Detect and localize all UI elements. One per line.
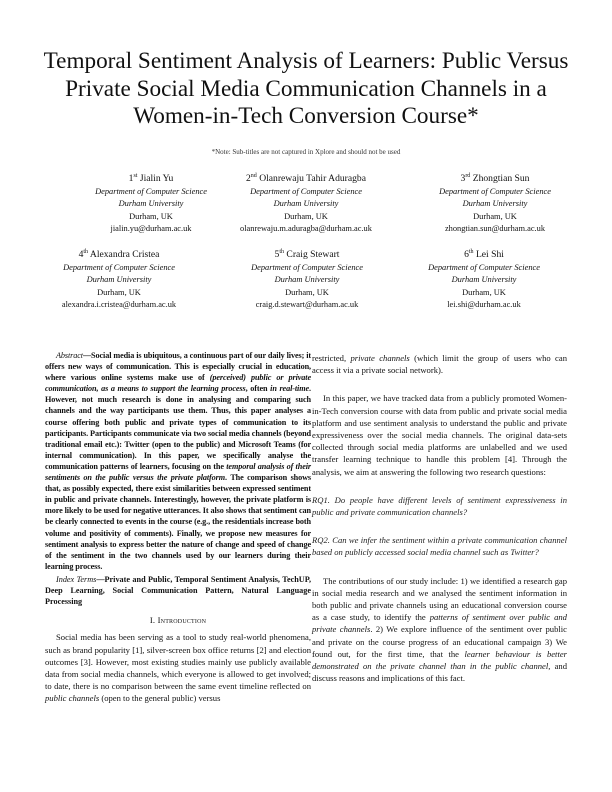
author-university: Durham University bbox=[118, 199, 184, 209]
author-block-6 bbox=[389, 248, 579, 311]
author-email: jialin.yu@durham.ac.uk bbox=[110, 223, 192, 233]
author-name: 3rd Zhongtian Sun bbox=[460, 173, 530, 184]
index-terms-label: Index Terms bbox=[56, 574, 97, 584]
paper-title: Temporal Sentiment Analysis of Learners: Public Versus Private Social Media Communication Channels in a Women-in-Tech Conversion Course* bbox=[43, 48, 569, 129]
author-block-3 bbox=[400, 172, 590, 235]
author-department: Department of Computer Science bbox=[95, 187, 207, 196]
author-name: 4th Alexandra Cristea bbox=[78, 249, 160, 260]
abstract: Abstract—Social media is ubiquitous, a continuous part of our daily lives; it offers new ways of communication. This is especially crucial in education, where various online systems make use of (perceived) public or private communication, as a means to support the learning process, often in real-time. However, not much research is done in analysing and comparing such channels and the way participants use them. Thus, this paper analyses a course offering both public and private types of communication to its participants. Participants communicate via two social media channels (beyond traditional email etc.): Twitter (open to the public) and Microsoft Teams (for internal communication). In this paper, we specifically analyse the communication patterns of learners, focusing on the temporal analysis of their sentiments on the public versus the private platform. The comparison shows that, as possibly expected, there exist similarities between expressed sentiment in public and private channels. Interestingly, however, the private platform is more likely to be used for negative utterances. It also shows that sentiment can be clearly connected to events in the course (e.g., the residentials increase both volume and positivity of comments). Finally, we propose new measures for sentiment analysis to express better the nature of change and speed of change of the sentiment in the two channels used by our learners during their learning process. bbox=[45, 351, 312, 571]
research-question-1: RQ1. Do people have different levels of sentiment expressiveness in public and private communication channels? bbox=[312, 494, 567, 518]
author-university: Durham University bbox=[462, 199, 528, 209]
author-name: 1st Jialin Yu bbox=[128, 173, 174, 184]
author-university: Durham University bbox=[451, 275, 517, 285]
title-note: *Note: Sub-titles are not captured in Xplore and should not be used bbox=[211, 148, 401, 156]
author-name: 5th Craig Stewart bbox=[274, 249, 340, 260]
intro-paragraph-3: The contributions of our study include: 1) we identified a research gap in social media research and we analysed the sentiment information in both public and private channels using an educational conversion course as a case study, to identify the patterns of sentiment over public and private channels. 2) We explore influence of the sentiment over public and private on the course progress of an educational campaign 3) We found out, for the first time, that the learner behaviour is better demonstrated on the private channel than in the public channel, and discuss reasons and implications of this fact. bbox=[312, 575, 567, 684]
author-email: alexandra.i.cristea@durham.ac.uk bbox=[61, 299, 177, 309]
author-block-4 bbox=[24, 248, 214, 311]
section-heading-introduction: I. Introduction bbox=[149, 615, 207, 626]
author-location: Durham, UK bbox=[129, 211, 173, 221]
author-location: Durham, UK bbox=[285, 287, 329, 297]
author-location: Durham, UK bbox=[462, 287, 506, 297]
abstract-label: Abstract bbox=[56, 351, 83, 360]
author-department: Department of Computer Science bbox=[251, 263, 363, 272]
research-question-2: RQ2. Can we infer the sentiment within a private communication channel based on publicly accessed social media channel such as Twitter? bbox=[312, 535, 567, 558]
author-location: Durham, UK bbox=[473, 211, 517, 221]
author-email: zhongtian.sun@durham.ac.uk bbox=[444, 223, 546, 233]
author-department: Department of Computer Science bbox=[250, 187, 362, 196]
author-block-2 bbox=[211, 172, 401, 235]
author-email: craig.d.stewart@durham.ac.uk bbox=[255, 299, 359, 309]
index-terms: Index Terms—Private and Public, Temporal Sentiment Analysis, TechUP, Deep Learning, Social Communication Pattern, Natural Language Processing bbox=[45, 574, 312, 607]
author-email: olanrewaju.m.aduragba@durham.ac.uk bbox=[240, 223, 372, 233]
right-column bbox=[312, 352, 567, 684]
intro-paragraph-1-continued: restricted, private channels (which limit the group of users who can access it via a private social network). bbox=[312, 353, 567, 376]
intro-paragraph-1: Social media has been serving as a tool to study real-world phenomena, such as brand popularity [1], silver-screen box office returns [2] and election outcomes [3]. However, most existing studies mainly use publicly available data from social media channels, which everyone is allowed to get involved; to date, there is no comparison between the same event timeline reflected on public channels (open to the general public) versus bbox=[45, 632, 311, 704]
author-email: lei.shi@durham.ac.uk bbox=[447, 299, 521, 309]
left-column bbox=[45, 350, 311, 705]
author-name: 2nd Olanrewaju Tahir Aduragba bbox=[246, 173, 366, 184]
author-department: Department of Computer Science bbox=[63, 263, 175, 272]
author-department: Department of Computer Science bbox=[428, 263, 540, 272]
author-university: Durham University bbox=[273, 199, 339, 209]
author-university: Durham University bbox=[86, 275, 152, 285]
author-university: Durham University bbox=[274, 275, 340, 285]
intro-paragraph-2: In this paper, we have tracked data from a publicly promoted Women-in-Tech conversion course with data from public and private social media platform and use sentiment analysis to understand the public and private expressiveness over the social media channels. The original data-sets collected through social media platforms are unlabelled and we used transfer learning technique to handle this problem [4]. Through the analysis, we aim at answering the following two research questions: bbox=[312, 393, 567, 477]
author-name: 6th Lei Shi bbox=[464, 249, 504, 260]
author-block-5 bbox=[212, 248, 402, 311]
author-location: Durham, UK bbox=[284, 211, 328, 221]
author-location: Durham, UK bbox=[97, 287, 141, 297]
author-department: Department of Computer Science bbox=[439, 187, 551, 196]
